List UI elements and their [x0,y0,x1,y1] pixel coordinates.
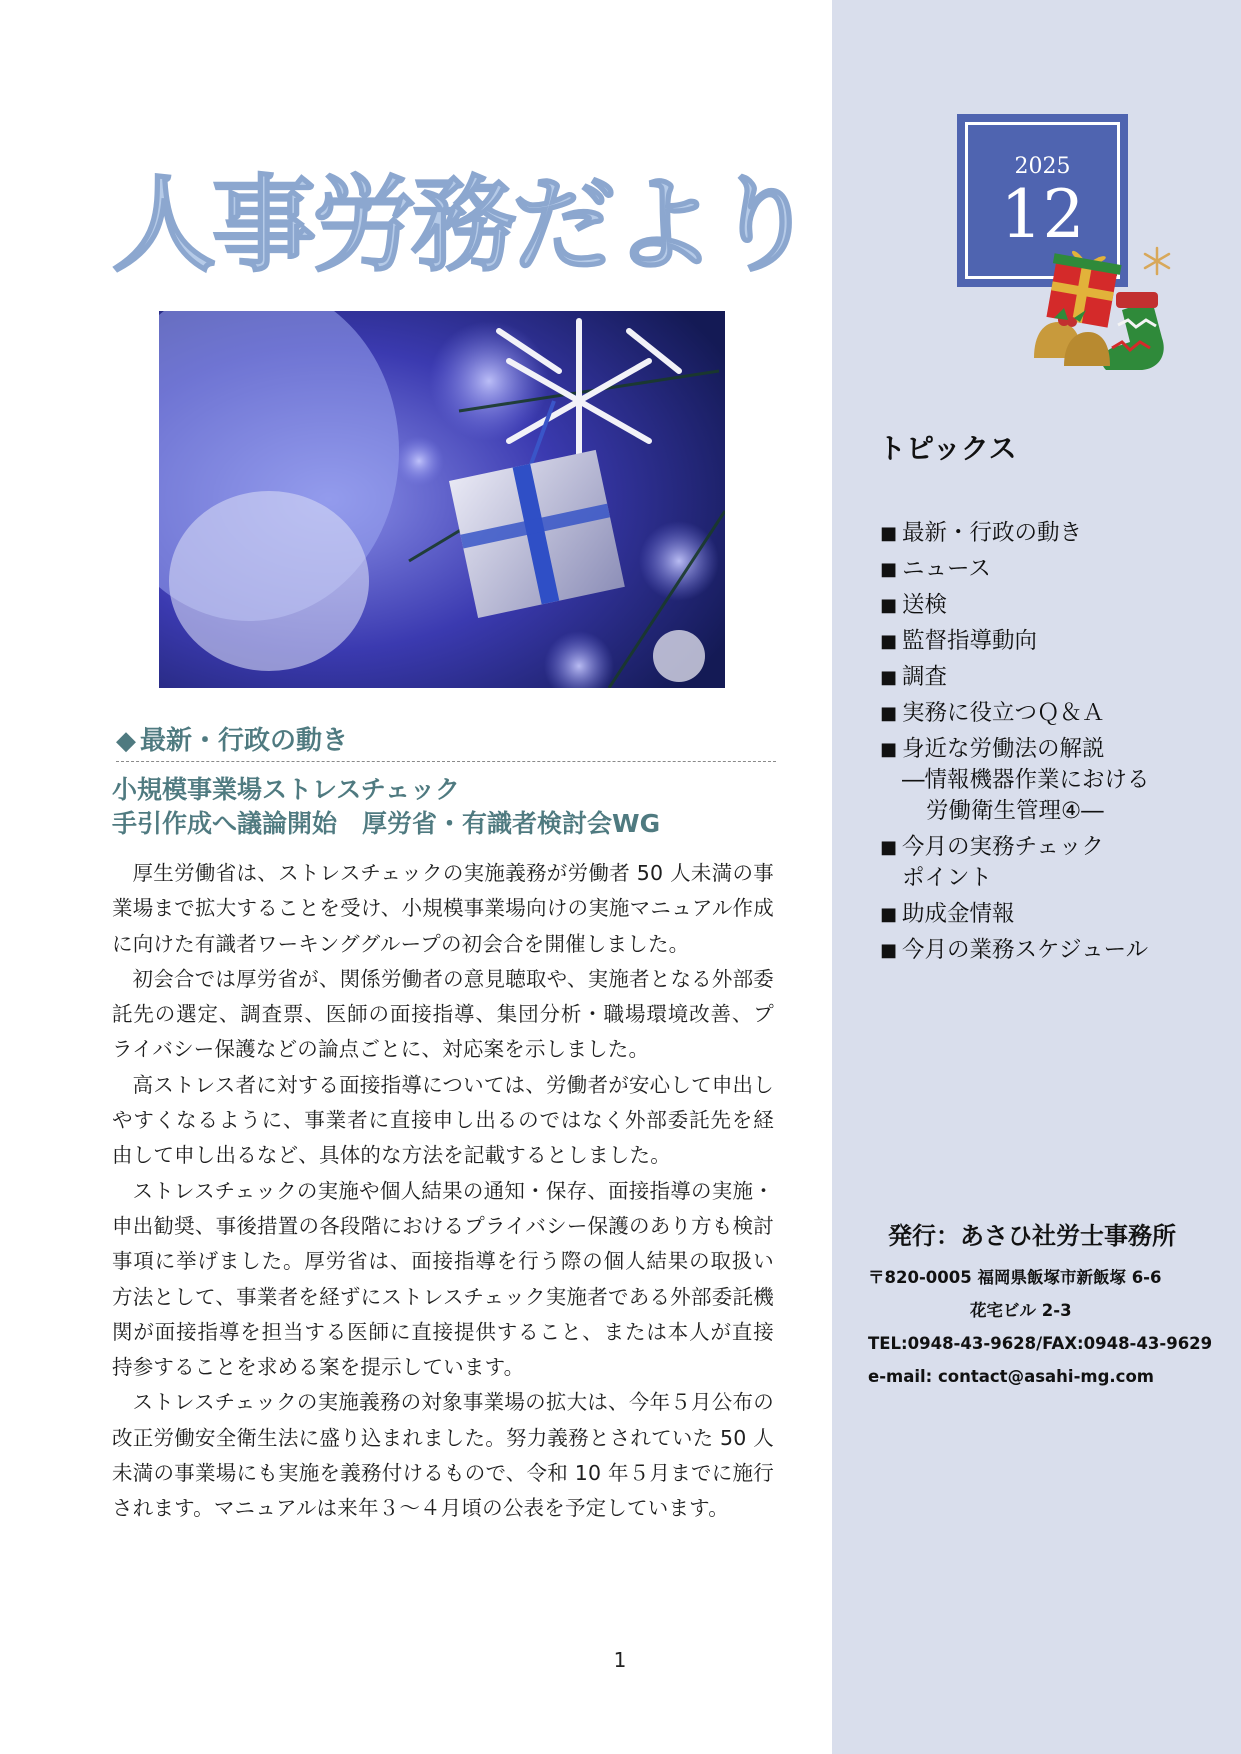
topic-label: 助成金情報 [902,901,1015,927]
topic-label: 調査 [902,664,948,690]
publisher-phone: TEL:0948-43-9628/FAX:0948-43-9629 [868,1334,1213,1353]
square-bullet-icon: ■ [880,837,898,858]
topic-label: ニュース [902,556,991,582]
topic-sublabel: ポイント [902,865,993,891]
article-body [112,856,774,1527]
section-heading-text: 最新・行政の動き [140,726,349,756]
square-bullet-icon: ■ [880,523,898,544]
topic-item [880,832,1230,894]
topic-item [880,935,1230,966]
topic-label: 今月の業務スケジュール [902,937,1149,963]
topic-label: 送検 [902,592,948,618]
topic-item [880,590,1230,621]
topic-label: 最新・行政の動き [902,520,1083,546]
publisher-email[interactable]: e-mail: contact@asahi-mg.com [868,1367,1154,1386]
page-number: 1 [613,1648,627,1672]
square-bullet-icon: ■ [880,940,898,961]
publisher-name: 発行：あさひ社労士事務所 [888,1222,1176,1250]
christmas-decoration-icon [1018,230,1184,396]
topic-sublabel: 労働衛生管理④― [926,798,1104,824]
square-bullet-icon: ■ [880,559,898,580]
newsletter-title: 人事労務だより [112,164,813,286]
square-bullet-icon: ■ [880,667,898,688]
article-paragraph: 初会合では厚労省が、関係労働者の意見聴取や、実施者となる外部委託先の選定、調査票、医師の面接指導、集団分析・職場環境改善、プライバシー保護などの論点ごとに、対応案を示しました。 [112,966,774,1062]
publisher-address: 〒820-0005 福岡県飯塚市新飯塚 6-6 [868,1268,1162,1287]
christmas-ornament-photo [159,311,725,688]
square-bullet-icon: ■ [880,631,898,652]
topic-item [880,899,1230,930]
topic-sublabel: ―情報機器作業における [902,767,1150,793]
topic-item [880,698,1230,729]
topic-item [880,734,1230,827]
square-bullet-icon: ■ [880,595,898,616]
issue-year: 2025 [1014,154,1071,179]
article-paragraph: 高ストレス者に対する面接指導については、労働者が安心して申出しやすくなるように、事業者に直接申し出るのではなく外部委託先を経由して申し出るなど、具体的な方法を記載するとしました。 [112,1072,774,1168]
diamond-icon: ◆ [116,726,136,756]
article-paragraph: ストレスチェックの実施義務の対象事業場の拡大は、今年５月公布の改正労働安全衛生法に盛り込まれました。努力義務とされていた 50 人未満の事業場にも実施を義務付けるもので、令和 10 年５月までに施行されます。マニュアルは来年３～４月頃の公表を予定しています。 [112,1390,774,1521]
article-title-line2: 手引作成へ議論開始 厚労省・有識者検討会WG [112,809,661,838]
article-paragraph: ストレスチェックの実施や個人結果の通知・保存、面接指導の実施・申出勧奨、事後措置の各段階におけるプライバシー保護のあり方も検討事項に挙げました。厚労省は、面接指導を行う際の個人結果の取扱い方法として、事業者を経ずにストレスチェック実施者である外部委託機関が面接指導を担当する医師に直接提供すること、または本人が直接持参することを求める案を提示しています。 [112,1178,774,1380]
article-title-line1: 小規模事業場ストレスチェック [112,775,461,804]
topic-item [880,626,1230,657]
topic-label: 身近な労働法の解説 [902,736,1105,762]
square-bullet-icon: ■ [880,904,898,925]
topic-item [880,662,1230,693]
topics-list [880,518,1230,971]
section-heading [116,722,776,762]
topic-label: 今月の実務チェック [902,834,1104,860]
topic-item [880,518,1230,549]
topic-item [880,554,1230,585]
square-bullet-icon: ■ [880,739,898,760]
article-title [112,773,782,841]
publisher-info [868,1216,1228,1393]
square-bullet-icon: ■ [880,703,898,724]
topics-title: トピックス [878,432,1017,465]
issue-month: 12 [1000,176,1085,253]
topic-label: 実務に役立つＱ＆Ａ [902,700,1105,726]
article-paragraph: 厚生労働省は、ストレスチェックの実施義務が労働者 50 人未満の事業場まで拡大することを受け、小規模事業場向けの実施マニュアル作成に向けた有識者ワーキンググループの初会合を開催しました。 [112,861,774,956]
publisher-address-building: 花宅ビル 2-3 [970,1301,1072,1320]
topic-label: 監督指導動向 [902,628,1038,654]
